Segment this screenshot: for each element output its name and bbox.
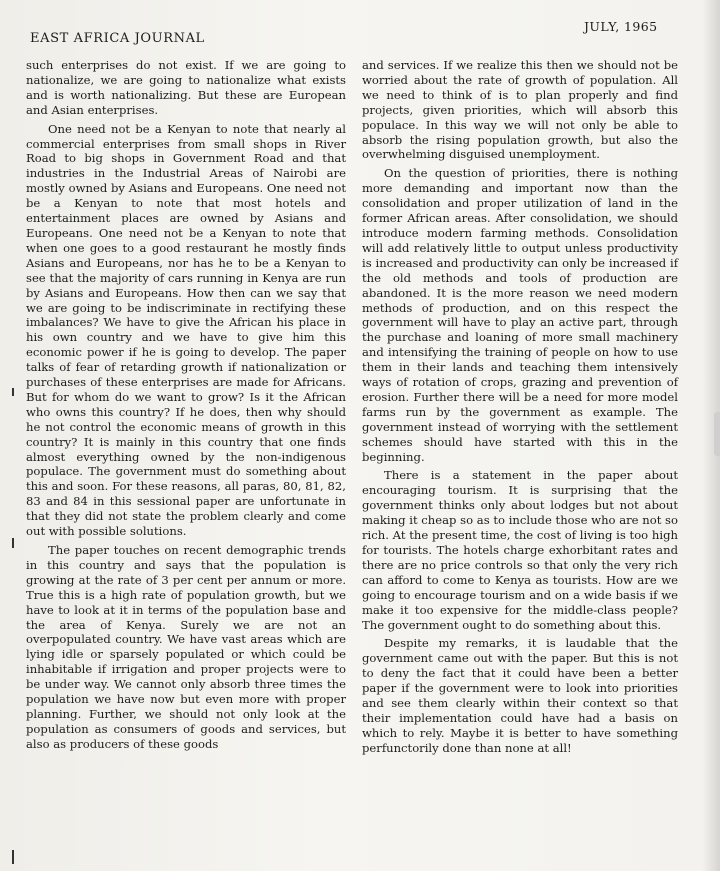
paragraph: and services. If we realize this then we should not be worried about the rate of growth of population. All we need to think of is to plan properly and find projects, given priorities, which will absorb this populace. In this way we will not only be able to absorb the rising population growth, but also the overwhelming disguised unemployment. (362, 58, 678, 162)
margin-mark (12, 388, 14, 396)
left-column (26, 58, 346, 752)
right-column (362, 58, 678, 756)
paragraph: One need not be a Kenyan to note that nearly al commercial enterprises from small shops in River Road to big shops in Government Road and that industries in the Industrial Areas of Nairobi are mostly owned by Asians and Europeans. One need not be a Kenyan to note that most hotels and entertainment places are owned by Asians and Europeans. One need not be a Kenyan to note that when one goes to a good restaurant he mostly finds Asians and Europeans, nor has he to be a Kenyan to see that the majority of cars running in Kenya are run by Asians and Europeans. How then can we say that we are going to be indiscriminate in rectifying these imbalances? We have to give the African his place in his own country and we have to give him this economic power if he is going to develop. The paper talks of fear of retarding growth if nationalization or purchases of these enterprises are made for Africans. But for whom do we want to grow? Is it the African who owns this country? If he does, then why should he not control the economic means of growth in this country? It is mainly in this country that one finds almost everything owned by the non-indigenous populace. The government must do something about this and soon. For these reasons, all paras, 80, 81, 82, 83 and 84 in this sessional paper are unfortunate in that they did not state the problem clearly and come out with possible solutions. (26, 121, 346, 539)
journal-title: EAST AFRICA JOURNAL (30, 31, 205, 46)
margin-mark (12, 850, 14, 864)
scroll-handle[interactable] (714, 412, 720, 456)
paragraph: such enterprises do not exist. If we are going to nationalize, we are going to nationalize what exists and is worth nationalizing. But these are European and Asian enterprises. (26, 58, 346, 117)
paragraph: Despite my remarks, it is laudable that the government came out with the paper. But this is not to deny the fact that it could have been a better paper if the government were to look into priorities and see them clearly within their context so that their implementation could have had a basis on which to rely. Maybe it is better to have something perfunctorily done than none at all! (362, 636, 678, 755)
margin-mark (12, 538, 14, 548)
paragraph: On the question of priorities, there is nothing more demanding and important now than the consolidation and proper utilization of land in the former African areas. After consolidation, we should introduce modern farming methods. Consolidation will add relatively little to output unless productivity is increased and productivity can only be increased if the old methods and tools of production are abandoned. It is the more reason we need modern methods of production, and on this respect the government will have to play an active part, through the purchase and loaning of more small machinery and intensifying the training of people on how to use them in their lands and teaching them intensively ways of rotation of crops, grazing and prevention of erosion. Further there will be a need for more model farms run by the government as example. The government instead of worrying with the settlement schemes should have started with this in the beginning. (362, 166, 678, 464)
paragraph: There is a statement in the paper about encouraging tourism. It is surprising that the government thinks only about lodges but not about making it cheap so as to include those who are not so rich. At the present time, the cost of living is too high for tourists. The hotels charge exhorbitant rates and there are no price controls so that only the very rich can afford to come to Kenya as tourists. How are we going to encourage tourism and on a wide basis if we make it too expensive for the middle-class people? The government ought to do something about this. (362, 468, 678, 632)
paragraph: The paper touches on recent demographic trends in this country and says that the population is growing at the rate of 3 per cent per annum or more. True this is a high rate of population growth, but we have to look at it in terms of the population base and the area of Kenya. Surely we are not an overpopulated country. We have vast areas which are lying idle or sparsely populated or which could be inhabitable if irrigation and proper projects were to be under way. We cannot only absorb three times the population we have now but even more with proper planning. Further, we should not only look at the population as consumers of goods and services, but also as producers of these goods (26, 543, 346, 751)
issue-date: JULY, 1965 (584, 19, 658, 34)
